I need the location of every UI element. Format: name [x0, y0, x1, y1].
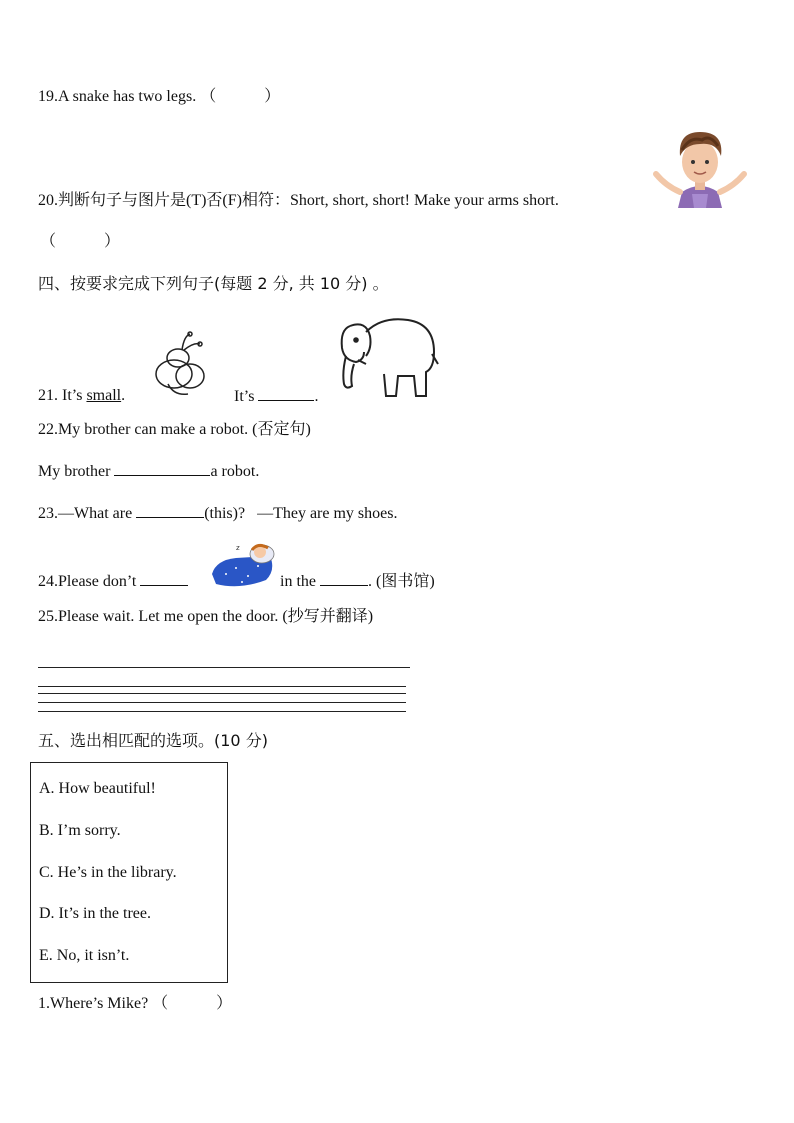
- q24-mid: in the: [280, 573, 320, 590]
- option-b: B. I’m sorry.: [39, 822, 121, 839]
- question-24-continued: [280, 571, 435, 592]
- q21-end: .: [314, 388, 319, 405]
- section-4-title: 四、按要求完成下列句子(每题 2 分, 共 10 分) 。: [38, 274, 389, 293]
- options-box: [30, 762, 228, 983]
- q21-blank[interactable]: [258, 386, 314, 401]
- q21-dot: .: [121, 387, 126, 404]
- writing-line-3[interactable]: [38, 693, 406, 694]
- option-a: A. How beautiful!: [39, 780, 156, 797]
- q23-response: —They are my shoes.: [257, 505, 398, 522]
- q24-suffix: . (图书馆): [368, 573, 435, 590]
- question-20: 20.判断句子与图片是(T)否(F)相符：Short, short, short! Make your arms short.: [38, 192, 559, 209]
- q21-underlined-word: small: [86, 387, 122, 404]
- q24-prefix: 24.Please don’t: [38, 573, 141, 590]
- option-d: D. It’s in the tree.: [39, 905, 151, 922]
- section-5-title: 五、选出相匹配的选项。(10 分): [38, 731, 268, 750]
- q24-blank-1[interactable]: [140, 571, 188, 586]
- q22-blank[interactable]: [114, 461, 210, 476]
- q22-prefix: My brother: [38, 463, 115, 480]
- elephant-illustration: [336, 312, 440, 402]
- question-22: 22.My brother can make a robot. (否定句): [38, 421, 311, 438]
- q23-mid: (this)?: [204, 505, 246, 522]
- question-23: [38, 503, 397, 524]
- option-e: E. No, it isn’t.: [39, 947, 130, 964]
- writing-line-2[interactable]: [38, 686, 406, 687]
- match-question-1: 1.Where’s Mike? （ ）: [38, 995, 233, 1012]
- question-19: 19.A snake has two legs. （ ）: [38, 88, 281, 105]
- q21-prefix: 21. It’s: [38, 387, 87, 404]
- question-21: [38, 386, 125, 406]
- q21-its: It’s: [234, 388, 259, 405]
- writing-line-4[interactable]: [38, 702, 406, 703]
- writing-line-5[interactable]: [38, 711, 406, 712]
- writing-line-1[interactable]: [38, 667, 410, 668]
- bee-illustration: [150, 328, 212, 400]
- svg-text:z: z: [236, 544, 240, 552]
- sleeping-illustration: [206, 540, 276, 590]
- question-21-answer: [234, 386, 318, 407]
- q23-blank[interactable]: [136, 503, 204, 518]
- boy-illustration: [652, 126, 748, 208]
- question-25: 25.Please wait. Let me open the door. (抄写并翻译): [38, 608, 374, 625]
- option-c: C. He’s in the library.: [39, 864, 177, 881]
- question-24: [38, 571, 188, 592]
- q22-suffix: a robot.: [210, 463, 260, 480]
- question-20-answer-paren: （ ）: [40, 233, 121, 250]
- q24-blank-2[interactable]: [320, 571, 368, 586]
- question-22-answer: [38, 461, 259, 482]
- q23-prefix: 23.—What are: [38, 505, 137, 522]
